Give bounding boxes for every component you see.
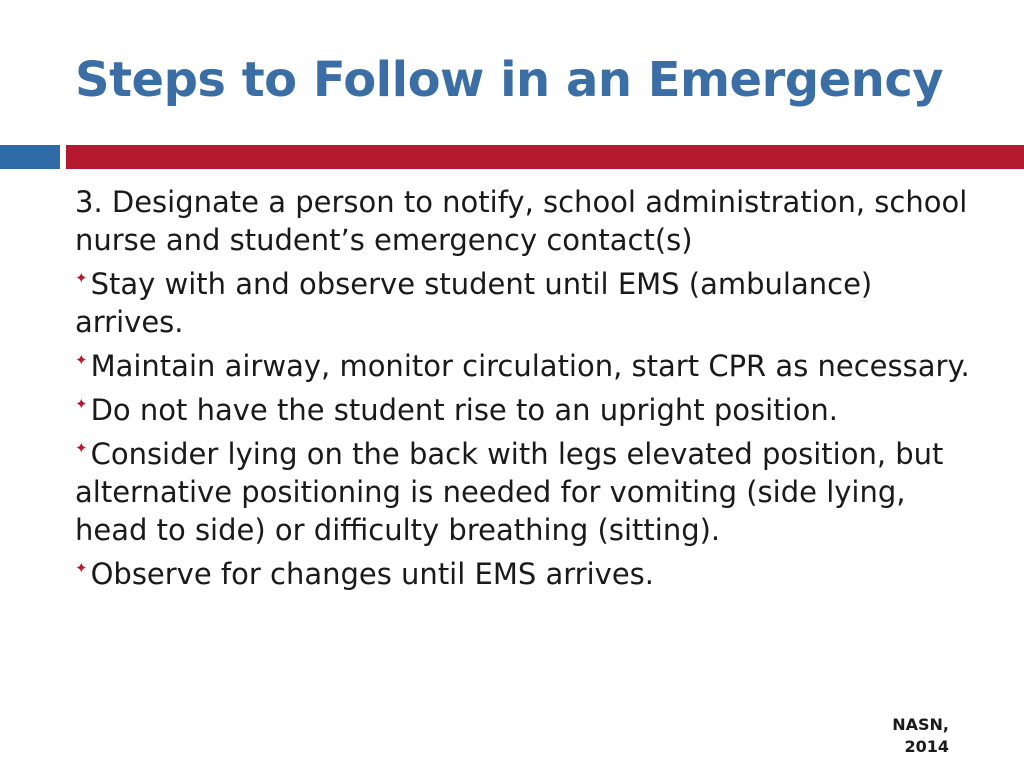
bullet-item [75,265,985,341]
four-point-star-icon: ✦ [75,269,88,287]
four-point-star-icon: ✦ [75,439,88,457]
footer-line-2: 2014 [904,737,949,756]
bullet-text: Do not have the student rise to an upright position. [90,393,838,427]
bullet-item [75,347,985,385]
slide-title: Steps to Follow in an Emergency [75,52,944,108]
four-point-star-icon: ✦ [75,395,88,413]
bullet-text: Maintain airway, monitor circulation, start CPR as necessary. [90,349,970,383]
bullet-item [75,391,985,429]
footer-citation [892,714,949,758]
accent-band-right [66,145,1024,169]
intro-step: 3. Designate a person to notify, school administration, school nurse and student’s emergency contact(s) [75,185,968,257]
bullet-item [75,555,985,593]
bullet-text: Observe for changes until EMS arrives. [90,557,654,591]
bullet-item [75,435,985,549]
four-point-star-icon: ✦ [75,351,88,369]
bullet-text: Stay with and observe student until EMS (ambulance) arrives. [75,267,873,339]
bullet-text: Consider lying on the back with legs elevated position, but alternative positioning is needed for vomiting (side lying, head to side) or difficulty breathing (sitting). [75,437,944,547]
slide-body [75,183,985,599]
four-point-star-icon: ✦ [75,559,88,577]
accent-band-left [0,145,60,169]
footer-line-1: NASN, [892,715,949,734]
